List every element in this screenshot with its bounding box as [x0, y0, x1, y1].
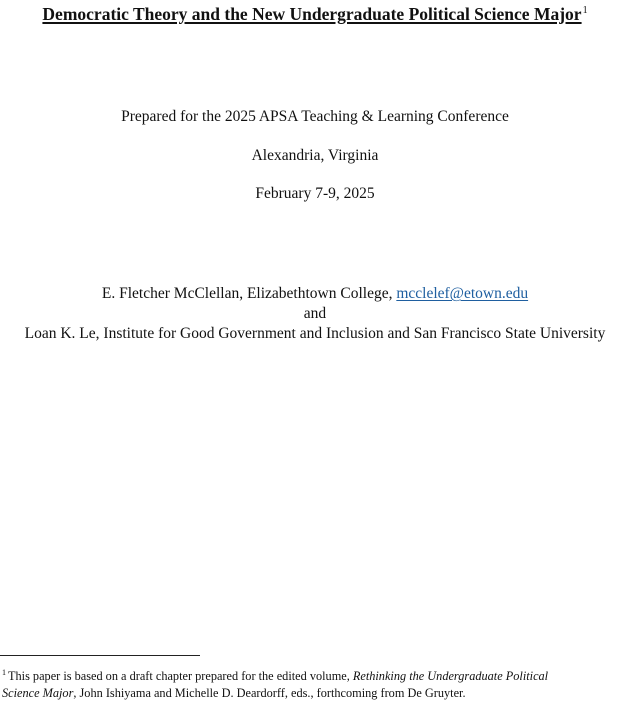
footnote-book-title-2: Science Major: [2, 686, 74, 700]
author-2: Loan K. Le, Institute for Good Government and Inclusion and San Francisco State University: [24, 325, 606, 342]
paper-title: [0, 0, 630, 25]
author-conjunction: and: [303, 305, 327, 322]
paper-title-text: Democratic Theory and the New Undergraduate Political Science Major: [42, 4, 582, 24]
location-line: Alexandria, Virginia: [251, 147, 379, 164]
author-1: [0, 284, 630, 304]
author-1-affiliation: E. Fletcher McClellan, Elizabethtown College,: [101, 285, 393, 302]
author-1-email-link[interactable]: mcclelef@etown.edu: [396, 285, 529, 302]
title-footnote-marker[interactable]: 1: [582, 5, 588, 16]
conference-line: Prepared for the 2025 APSA Teaching & Learning Conference: [121, 108, 509, 125]
footnote-text-before: This paper is based on a draft chapter prepared for the edited volume,: [8, 669, 353, 683]
footnote-text-after: , John Ishiyama and Michelle D. Deardorff, eds., forthcoming from De Gruyter.: [73, 686, 466, 700]
footnote-marker: 1: [2, 668, 6, 677]
footnote: [2, 664, 628, 702]
footnote-book-title-1: Rethinking the Undergraduate Political: [352, 669, 549, 683]
footnote-separator: [0, 655, 200, 656]
date-line: February 7-9, 2025: [255, 185, 375, 202]
